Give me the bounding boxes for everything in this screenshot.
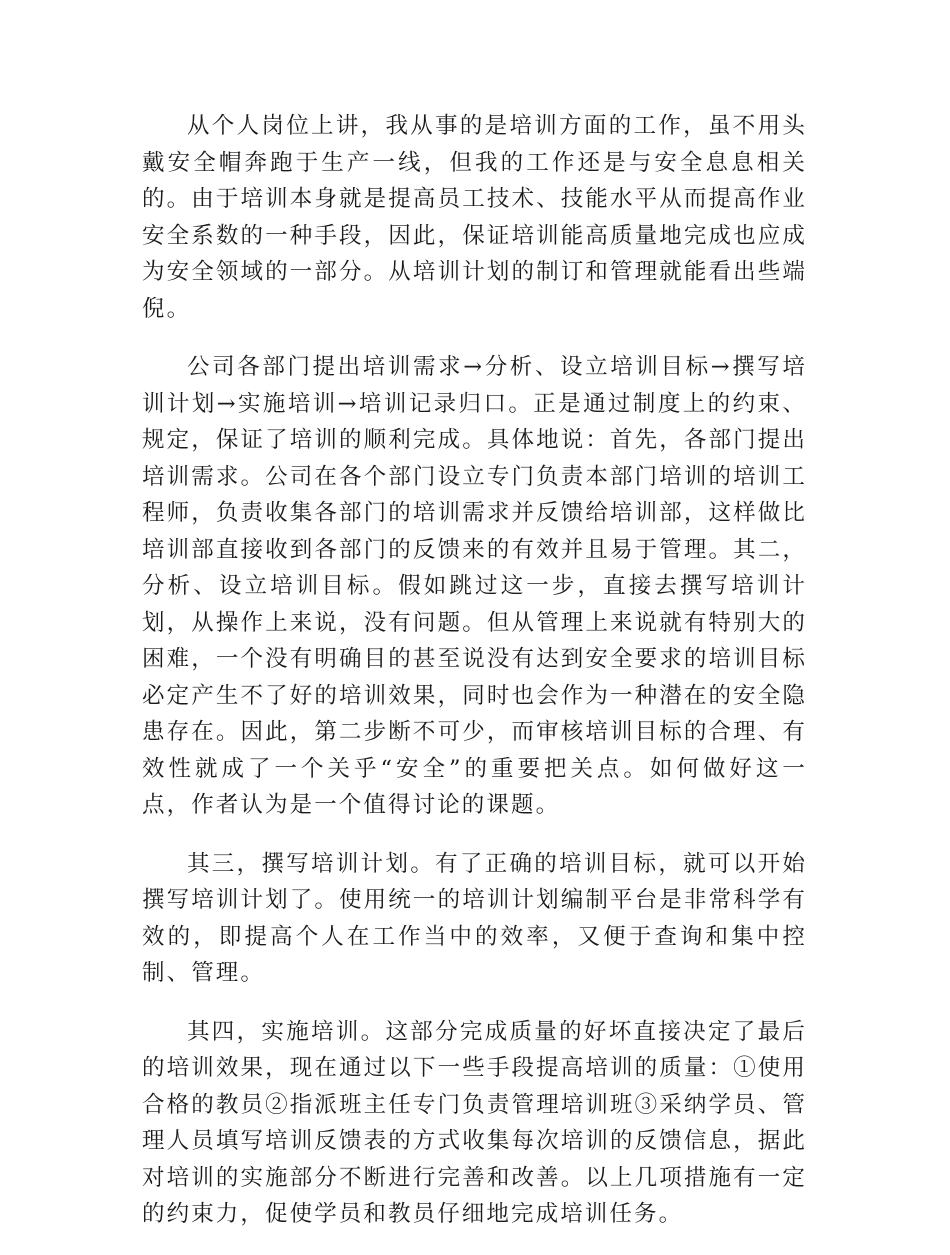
document-body	[142, 108, 807, 1255]
paragraph-2: 公司各部门提出培训需求→分析、设立培训目标→撰写培训计划→实施培训→培训记录归口。正是通过制度上的约束、规定，保证了培训的顺利完成。具体地说：首先，各部门提出培训需求。公司在各个部门设立专门负责本部门培训的培训工程师，负责收集各部门的培训需求并反馈给培训部，这样做比培训部直接收到各部门的反馈来的有效并且易于管理。其二，分析、设立培训目标。假如跳过这一步，直接去撰写培训计划，从操作上来说，没有问题。但从管理上来说就有特别大的困难，一个没有明确目的甚至说没有达到安全要求的培训目标必定产生不了好的培训效果，同时也会作为一种潜在的安全隐患存在。因此，第二步断不可少，而审核培训目标的合理、有效性就成了一个关乎“安全”的重要把关点。如何做好这一点，作者认为是一个值得讨论的课题。	[142, 354, 807, 818]
paragraph-3: 其三，撰写培训计划。有了正确的培训目标，就可以开始撰写培训计划了。使用统一的培训计划编制平台是非常科学有效的，即提高个人在工作当中的效率，又便于查询和集中控制、管理。	[142, 850, 807, 986]
paragraph-4: 其四，实施培训。这部分完成质量的好坏直接决定了最后的培训效果，现在通过以下一些手段提高培训的质量：①使用合格的教员②指派班主任专门负责管理培训班③采纳学员、管理人员填写培训反馈表的方式收集每次培训的反馈信息，据此对培训的实施部分不断进行完善和改善。以上几项措施有一定的约束力，促使学员和教员仔细地完成培训任务。	[142, 1018, 807, 1227]
paragraph-1: 从个人岗位上讲，我从事的是培训方面的工作，虽不用头戴安全帽奔跑于生产一线，但我的工作还是与安全息息相关的。由于培训本身就是提高员工技术、技能水平从而提高作业安全系数的一种手段，因此，保证培训能高质量地完成也应成为安全领域的一部分。从培训计划的制订和管理就能看出些端倪。	[142, 113, 807, 322]
